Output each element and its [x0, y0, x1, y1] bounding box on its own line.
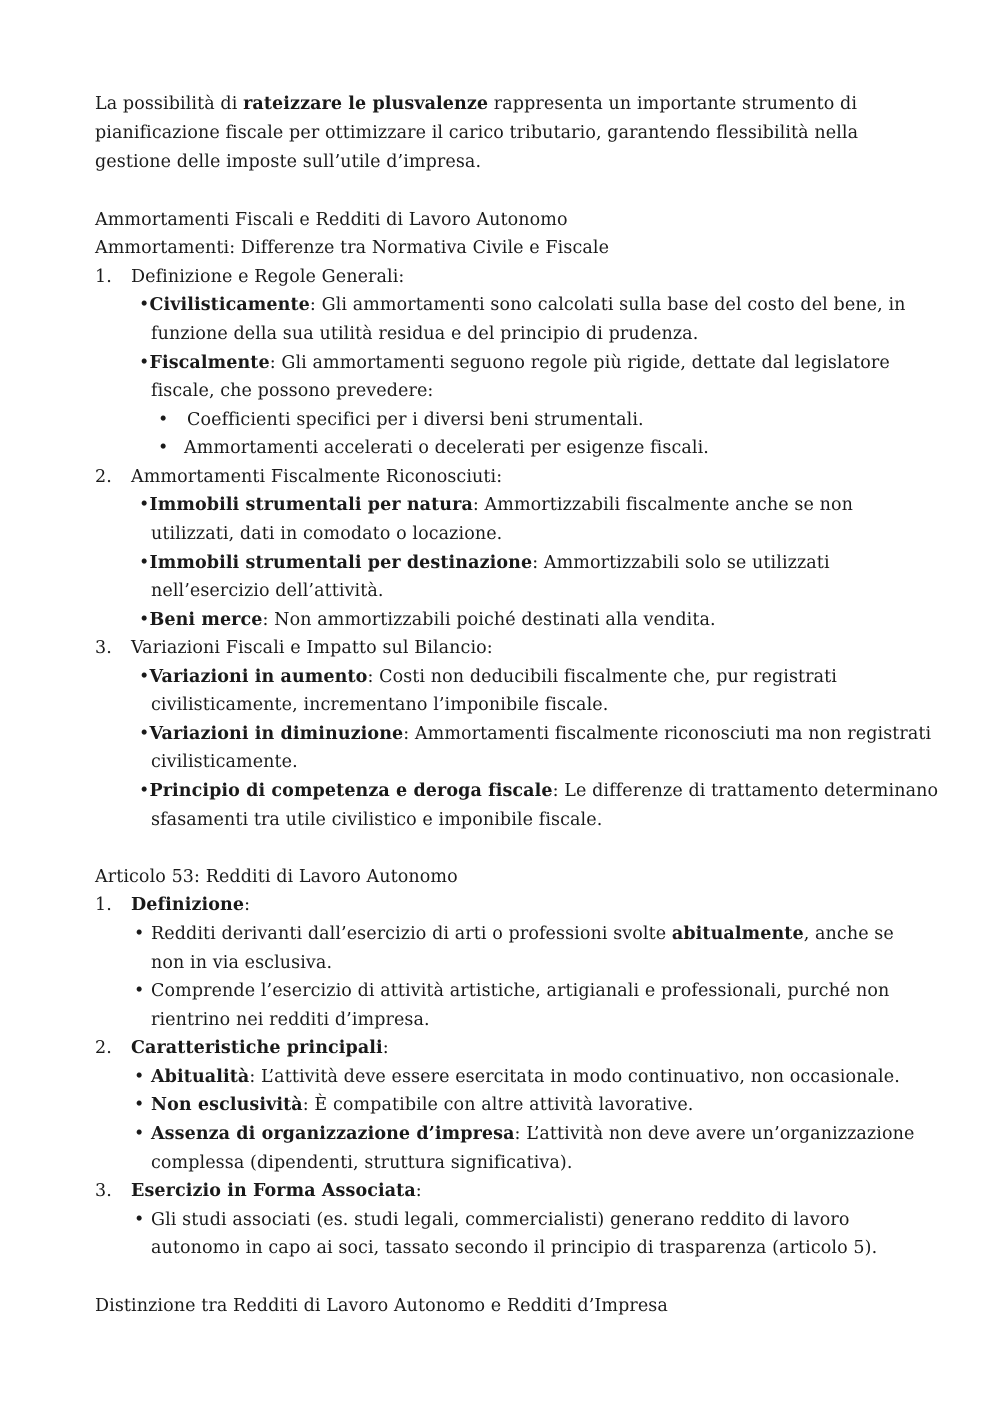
bullet-icon: • — [139, 610, 150, 630]
bullet-icon: • — [158, 410, 169, 430]
section-heading: Distinzione tra Redditi di Lavoro Autonomo e Redditi d’Impresa — [95, 1296, 668, 1316]
bullet-icon: • — [134, 1067, 145, 1087]
list-item-continuation: autonomo in capo ai soci, tassato secondo il principio di trasparenza (articolo 5). — [151, 1238, 878, 1258]
bullet-icon: • — [134, 1210, 145, 1230]
list-item-title: Esercizio in Forma Associata: — [131, 1181, 422, 1201]
intro-line-1: La possibilità di rateizzare le plusvalenze rappresenta un importante strumento di — [95, 94, 858, 114]
list-item: Redditi derivanti dall’esercizio di arti o professioni svolte abitualmente, anche se — [151, 924, 894, 944]
list-number: 3. — [95, 1181, 112, 1201]
list-item: •Civilisticamente: Gli ammortamenti sono calcolati sulla base del costo del bene, in — [139, 295, 906, 315]
sub-list-item: Ammortamenti accelerati o decelerati per esigenze fiscali. — [184, 438, 709, 458]
bullet-icon: • — [139, 495, 150, 515]
list-item: •Principio di competenza e deroga fiscale: Le differenze di trattamento determinano — [139, 781, 939, 801]
list-number: 2. — [95, 1038, 112, 1058]
list-item: •Fiscalmente: Gli ammortamenti seguono regole più rigide, dettate dal legislatore — [139, 353, 890, 373]
bullet-icon: • — [134, 1124, 145, 1144]
bullet-icon: • — [134, 981, 145, 1001]
list-number: 2. — [95, 467, 112, 487]
bullet-icon: • — [139, 553, 150, 573]
list-item: Gli studi associati (es. studi legali, commercialisti) generano reddito di lavoro — [151, 1210, 850, 1230]
list-item: •Immobili strumentali per natura: Ammortizzabili fiscalmente anche se non — [139, 495, 853, 515]
list-item-continuation: civilisticamente, incrementano l’imponibile fiscale. — [151, 695, 609, 715]
list-item-continuation: rientrino nei redditi d’impresa. — [151, 1010, 430, 1030]
list-item-title: Definizione: — [131, 895, 251, 915]
list-item: Comprende l’esercizio di attività artistiche, artigianali e professionali, purché non — [151, 981, 890, 1001]
list-item-continuation: fiscale, che possono prevedere: — [151, 381, 434, 401]
list-item: Abitualità: L’attività deve essere esercitata in modo continuativo, non occasionale. — [151, 1067, 900, 1087]
bullet-icon: • — [139, 353, 150, 373]
list-item: Non esclusività: È compatibile con altre attività lavorative. — [151, 1095, 694, 1115]
list-item-title: Variazioni Fiscali e Impatto sul Bilancio: — [131, 638, 493, 658]
sub-list-item: Coefficienti specifici per i diversi beni strumentali. — [187, 410, 644, 430]
list-item-continuation: complessa (dipendenti, struttura significativa). — [151, 1153, 573, 1173]
bullet-icon: • — [134, 1095, 145, 1115]
list-item-title: Definizione e Regole Generali: — [131, 267, 405, 287]
list-item-continuation: civilisticamente. — [151, 752, 298, 772]
list-item-title: Caratteristiche principali: — [131, 1038, 389, 1058]
section-heading: Ammortamenti Fiscali e Redditi di Lavoro Autonomo — [95, 210, 568, 230]
list-item-continuation: sfasamenti tra utile civilistico e imponibile fiscale. — [151, 810, 603, 830]
intro-line-3: gestione delle imposte sull’utile d’impresa. — [95, 152, 482, 172]
list-number: 1. — [95, 895, 112, 915]
list-item-continuation: utilizzati, dati in comodato o locazione. — [151, 524, 503, 544]
list-item-continuation: non in via esclusiva. — [151, 953, 333, 973]
list-item: Assenza di organizzazione d’impresa: L’attività non deve avere un’organizzazione — [151, 1124, 915, 1144]
intro-line-2: pianificazione fiscale per ottimizzare il carico tributario, garantendo flessibilità nella — [95, 123, 859, 143]
bullet-icon: • — [139, 295, 150, 315]
section-heading: Articolo 53: Redditi di Lavoro Autonomo — [95, 867, 458, 887]
list-number: 1. — [95, 267, 112, 287]
subsection-heading: Ammortamenti: Differenze tra Normativa Civile e Fiscale — [95, 238, 610, 258]
list-item: •Immobili strumentali per destinazione: Ammortizzabili solo se utilizzati — [139, 553, 830, 573]
list-item-continuation: nell’esercizio dell’attività. — [151, 581, 384, 601]
list-number: 3. — [95, 638, 112, 658]
bullet-icon: • — [134, 924, 145, 944]
bullet-icon: • — [139, 667, 150, 687]
bullet-icon: • — [139, 724, 150, 744]
list-item: •Variazioni in aumento: Costi non deducibili fiscalmente che, pur registrati — [139, 667, 837, 687]
list-item-title: Ammortamenti Fiscalmente Riconosciuti: — [131, 467, 503, 487]
list-item: •Beni merce: Non ammortizzabili poiché destinati alla vendita. — [139, 610, 716, 630]
bullet-icon: • — [158, 438, 169, 458]
list-item-continuation: funzione della sua utilità residua e del principio di prudenza. — [151, 324, 699, 344]
bullet-icon: • — [139, 781, 150, 801]
list-item: •Variazioni in diminuzione: Ammortamenti fiscalmente riconosciuti ma non registrati — [139, 724, 932, 744]
intro-emphasis: rateizzare le plusvalenze — [243, 94, 489, 114]
